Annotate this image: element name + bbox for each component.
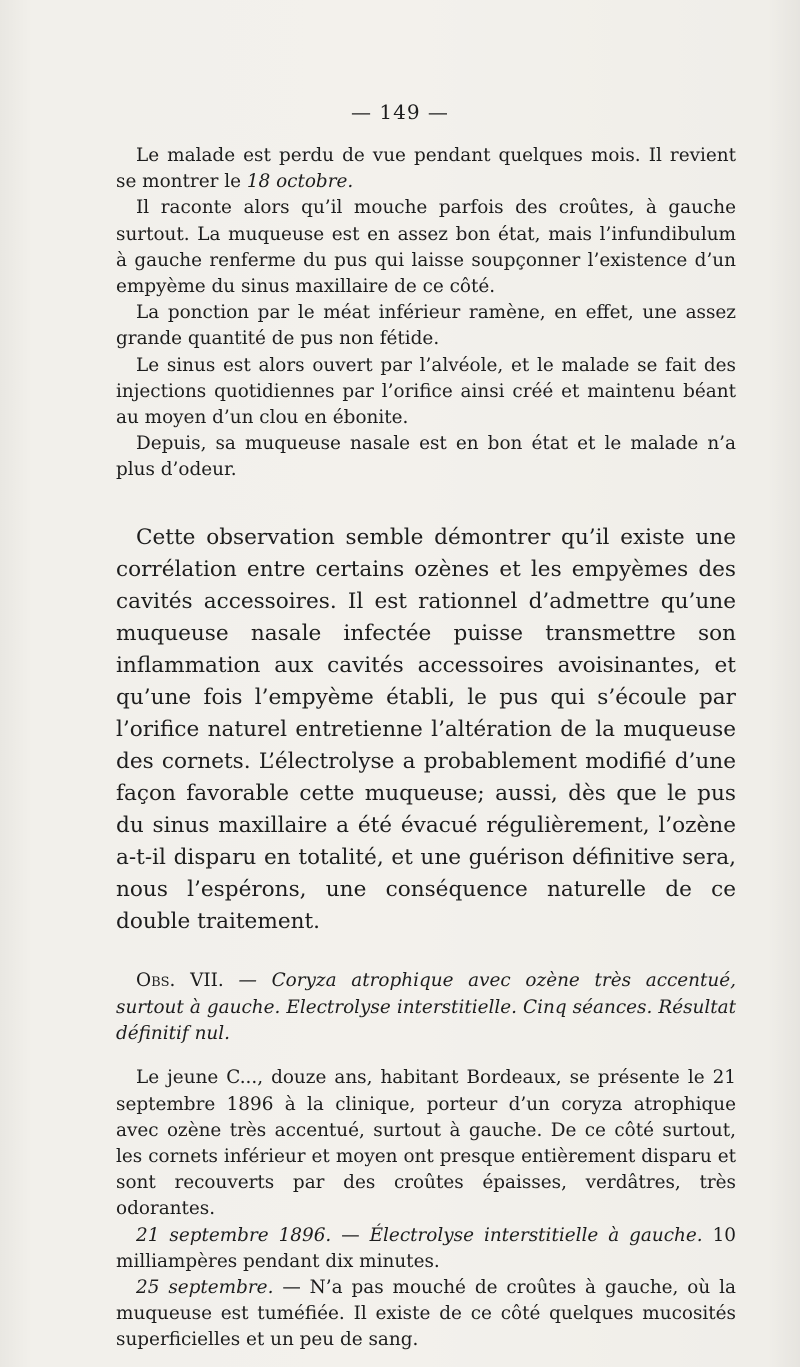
observation-title: — Coryza atrophique avec ozène très accentué, surtout à gauche. Electrolyse interstitielle. Cinq séances. Résultat définitif nul. [116,970,736,1044]
observation-heading [116,968,736,1047]
text-section-observation-vii [116,950,736,1354]
paragraph: 21 septembre 1896. — Électrolyse interstitielle à gauche. 10 milliampères pendant dix minutes. [116,1224,737,1272]
paragraph: 25 septembre. — N’a pas mouché de croûtes à gauche, où la muqueuse est tuméfiée. Il existe de ce côté quelques mucosités superficielles et un peu de sang. [116,1277,736,1351]
paragraph: Cette observation semble démontrer qu’il existe une corrélation entre certains ozènes et les empyèmes des cavités accessoires. Il est rationnel d’admettre qu’une muqueuse nasale infectée puisse transmettre son inflammation aux cavités accessoires avoisinantes, et qu’une fois l’empyème établi, le pus qui s’écoule par l’orifice naturel entretienne l’altération de la muqueuse des cornets. L’électrolyse a probablement modifié d’une façon favorable cette muqueuse; aussi, dès que le pus du sinus maxillaire a été évacué régulièrement, l’ozène a-t-il disparu en totalité, et une guérison définitive sera, nous l’espérons, une conséquence naturelle de ce double traitement. [116,525,736,934]
date-text: 21 septembre 1896. [136,1224,332,1246]
date-text: 18 octobre. [246,171,354,193]
date-text: 25 septembre. [136,1277,274,1299]
text-section-case-followup [116,143,736,484]
text-section-commentary [116,522,736,938]
paragraph: Le sinus est alors ouvert par l’alvéole, et le malade se fait des injections quotidiennes par l’orifice ainsi créé et maintenu béant au moyen d’un clou en ébonite. [116,354,736,429]
page-number: — 149 — [351,100,449,124]
paragraph: Il raconte alors qu’il mouche parfois des croûtes, à gauche surtout. La muqueuse est en assez bon état, mais l’infundibulum à gauche renferme du pus qui laisse soupçonner l’existence d’un empyème du sinus maxillaire de ce côté. [116,197,736,298]
observation-label: Obs. VII. [136,970,224,992]
paragraph: Depuis, sa muqueuse nasale est en bon état et le malade n’a plus d’odeur. [116,433,736,481]
paragraph: Le malade est perdu de vue pendant quelques mois. Il revient se montrer le 18 octobre. [116,145,736,193]
paragraph: Le jeune C..., douze ans, habitant Bordeaux, se présente le 21 septembre 1896 à la clinique, porteur d’un coryza atrophique avec ozène très accentué, surtout à gauche. De ce côté surtout, les cornets inférieur et moyen ont presque entièrement disparu et sont recouverts par des croûtes épaisses, verdâtres, très odorantes. [116,1067,736,1220]
paragraph: La ponction par le méat inférieur ramène, en effet, une assez grande quantité de pus non fétide. [116,302,736,350]
